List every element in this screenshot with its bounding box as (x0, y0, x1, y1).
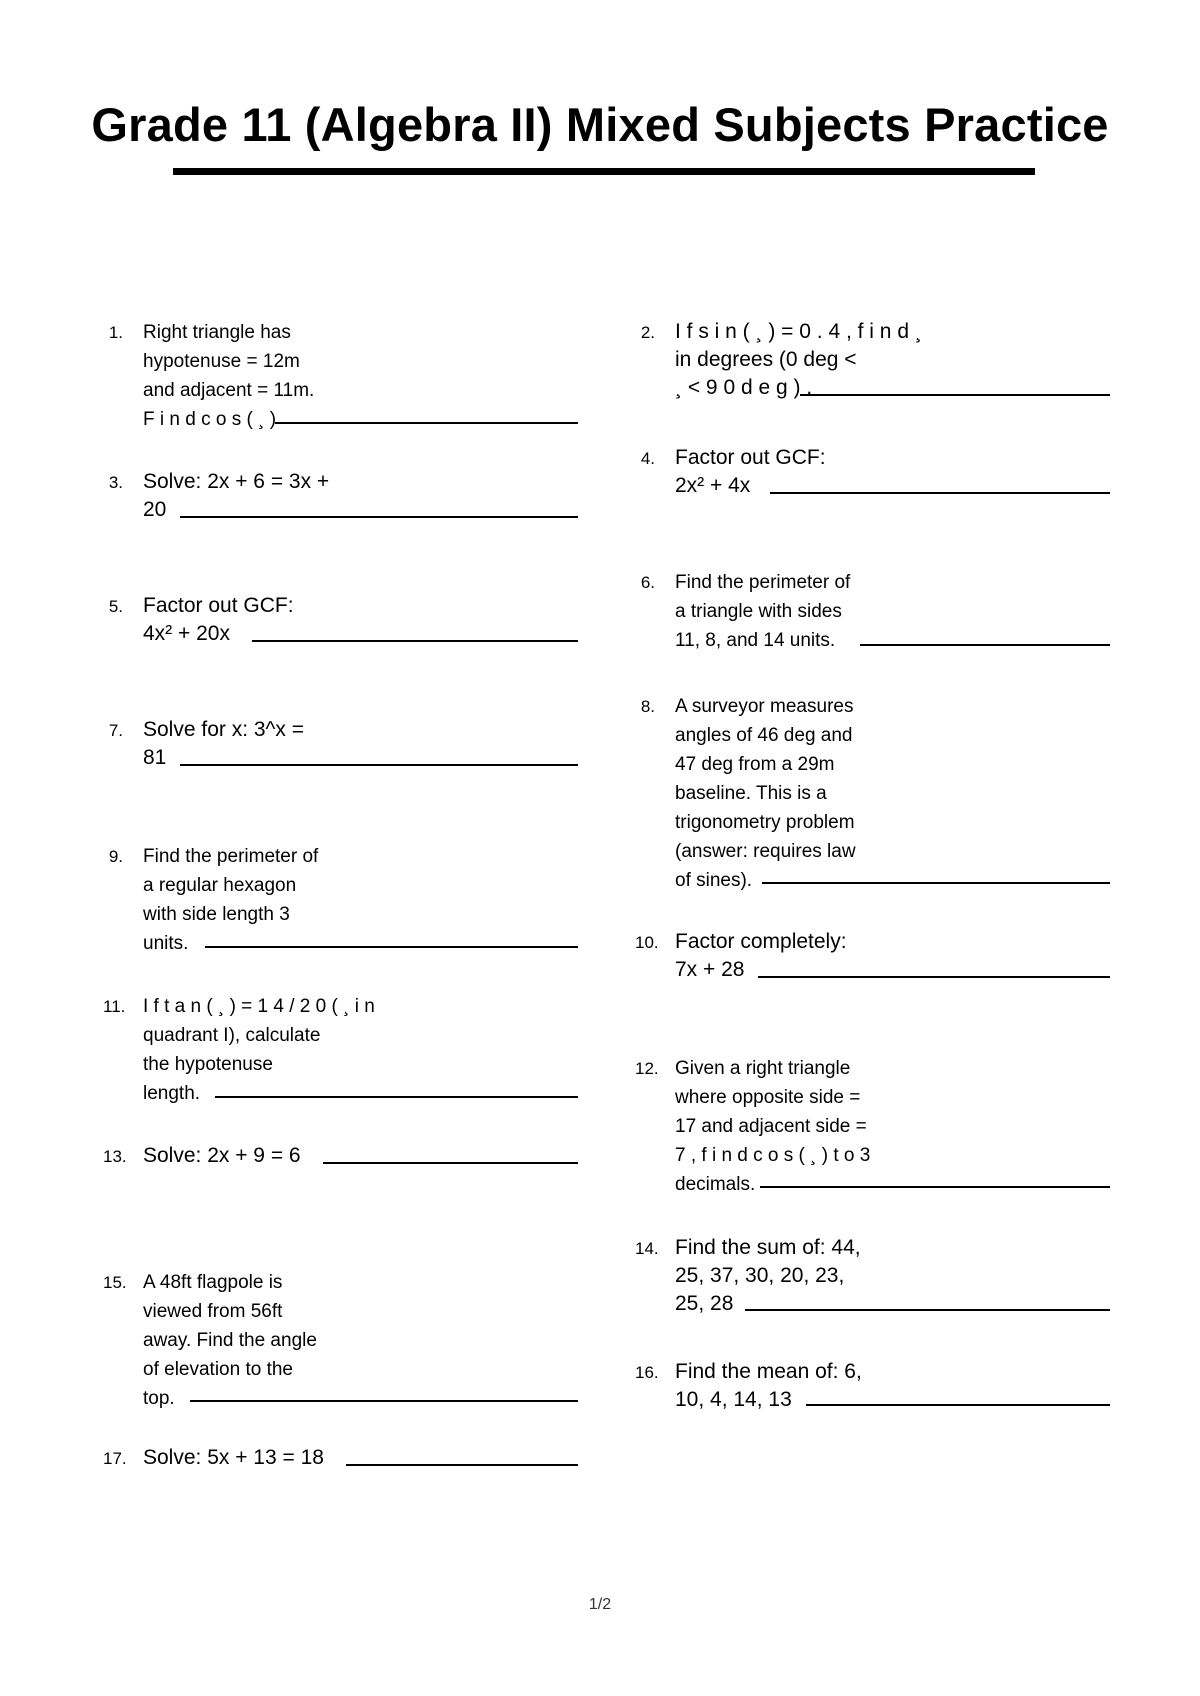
problem-line: hypotenuse = 12m (143, 351, 300, 372)
problem-line: a triangle with sides (675, 601, 842, 622)
answer-line-1[interactable] (275, 422, 578, 424)
page-number: 1/2 (588, 1596, 612, 1613)
problem-line: 81 (143, 746, 167, 769)
problem-line: where opposite side = (675, 1087, 861, 1108)
problem-number: 17. (103, 1449, 127, 1468)
problem-line: 7x + 28 (675, 958, 745, 981)
problem-line: F i n d c o s ( ¸ ) (143, 409, 277, 430)
problem-line: 11, 8, and 14 units. (675, 630, 836, 651)
problem-number: 3. (108, 473, 123, 492)
problem-line: I f t a n ( ¸ ) = 1 4 / 2 0 ( ¸ i n (143, 996, 375, 1017)
problem-line: away. Find the angle (143, 1330, 317, 1351)
problem-number: 11. (103, 997, 126, 1016)
problem-line: Find the perimeter of (675, 572, 851, 593)
problem-line: top. (143, 1388, 175, 1409)
problem-line: a regular hexagon (143, 875, 297, 896)
problem-line: 10, 4, 14, 13 (675, 1388, 792, 1411)
problem-line: 47 deg from a 29m (675, 754, 835, 775)
problem-line: Factor completely: (675, 930, 847, 953)
problem-line: Factor out GCF: (143, 594, 294, 617)
problem-line: A surveyor measures (675, 696, 854, 717)
problem-number: 7. (108, 721, 123, 740)
answer-line-17[interactable] (346, 1464, 578, 1466)
answer-line-8[interactable] (762, 882, 1110, 884)
problem-line: and adjacent = 11m. (143, 380, 315, 401)
problem-line: 7 , f i n d c o s ( ¸ ) t o 3 (675, 1145, 871, 1166)
problem-line: Right triangle has (143, 322, 291, 343)
problem-line: 20 (143, 498, 167, 521)
page-title: Grade 11 (Algebra II) Mixed Subjects Practice (91, 98, 1109, 151)
answer-line-4[interactable] (770, 492, 1110, 494)
problem-17 (103, 1444, 324, 1472)
problem-line: quadrant I), calculate (143, 1025, 321, 1046)
problem-line: 25, 37, 30, 20, 23, (675, 1264, 845, 1287)
problem-15 (103, 1268, 317, 1413)
problem-line: Solve: 5x + 13 = 18 (143, 1446, 324, 1469)
problem-number: 9. (108, 847, 123, 866)
answer-line-2[interactable] (800, 394, 1110, 396)
answer-line-12[interactable] (760, 1186, 1110, 1188)
problem-line: units. (143, 933, 189, 954)
problem-line: 4x² + 20x (143, 622, 230, 645)
problem-12 (635, 1054, 871, 1199)
answer-line-3[interactable] (180, 516, 578, 518)
problem-line: baseline. This is a (675, 783, 827, 804)
problem-line: Factor out GCF: (675, 446, 826, 469)
problem-line: decimals. (675, 1174, 756, 1195)
problem-line: 2x² + 4x (675, 474, 751, 497)
problem-number: 13. (103, 1147, 127, 1166)
answer-line-6[interactable] (860, 644, 1110, 646)
problem-line: Given a right triangle (675, 1058, 851, 1079)
problem-number: 12. (635, 1059, 659, 1078)
problem-number: 2. (640, 323, 655, 342)
problem-line: I f s i n ( ¸ ) = 0 . 4 , f i n d ¸ (675, 320, 922, 343)
answer-line-9[interactable] (205, 946, 578, 948)
problem-line: 25, 28 (675, 1292, 734, 1315)
problem-number: 5. (108, 597, 123, 616)
problem-line: Find the mean of: 6, (675, 1360, 862, 1383)
problem-number: 1. (108, 323, 123, 342)
problem-line: Find the perimeter of (143, 846, 319, 867)
problem-number: 14. (635, 1239, 659, 1258)
problem-line: length. (143, 1083, 201, 1104)
problem-line: (answer: requires law (675, 841, 856, 862)
problem-line: trigonometry problem (675, 812, 855, 833)
problem-2 (640, 318, 922, 402)
problem-8 (640, 692, 856, 895)
answer-line-10[interactable] (758, 976, 1110, 978)
problem-number: 8. (640, 697, 655, 716)
problem-line: of elevation to the (143, 1359, 293, 1380)
problem-line: the hypotenuse (143, 1054, 273, 1075)
problem-6 (640, 568, 851, 655)
answer-line-13[interactable] (323, 1162, 578, 1164)
answer-line-5[interactable] (252, 640, 578, 642)
problem-line: viewed from 56ft (143, 1301, 283, 1322)
answer-line-7[interactable] (180, 764, 578, 766)
problem-line: 17 and adjacent side = (675, 1116, 867, 1137)
problem-number: 16. (635, 1363, 659, 1382)
problem-line: with side length 3 (143, 904, 290, 925)
problem-9 (108, 842, 319, 958)
problem-line: angles of 46 deg and (675, 725, 853, 746)
answer-line-14[interactable] (745, 1309, 1110, 1311)
problem-line: in degrees (0 deg < (675, 348, 857, 371)
problem-line: A 48ft flagpole is (143, 1272, 283, 1293)
problem-number: 15. (103, 1273, 127, 1292)
problem-number: 6. (640, 573, 655, 592)
problem-line: Solve: 2x + 9 = 6 (143, 1144, 301, 1167)
problem-11 (103, 992, 375, 1108)
problem-14 (635, 1234, 861, 1318)
problem-line: Find the sum of: 44, (675, 1236, 861, 1259)
problem-number: 10. (635, 933, 659, 952)
title-rule (173, 168, 1035, 175)
answer-line-16[interactable] (806, 1404, 1110, 1406)
problem-line: Solve for x: 3^x = (143, 718, 305, 741)
problem-line: Solve: 2x + 6 = 3x + (143, 470, 330, 493)
problem-13 (103, 1142, 301, 1170)
answer-line-15[interactable] (190, 1400, 578, 1402)
problem-line: ¸ < 9 0 d e g ) . (675, 376, 813, 399)
problem-line: of sines). (675, 870, 753, 891)
problem-1 (108, 318, 315, 434)
answer-line-11[interactable] (215, 1096, 578, 1098)
problem-number: 4. (640, 449, 655, 468)
